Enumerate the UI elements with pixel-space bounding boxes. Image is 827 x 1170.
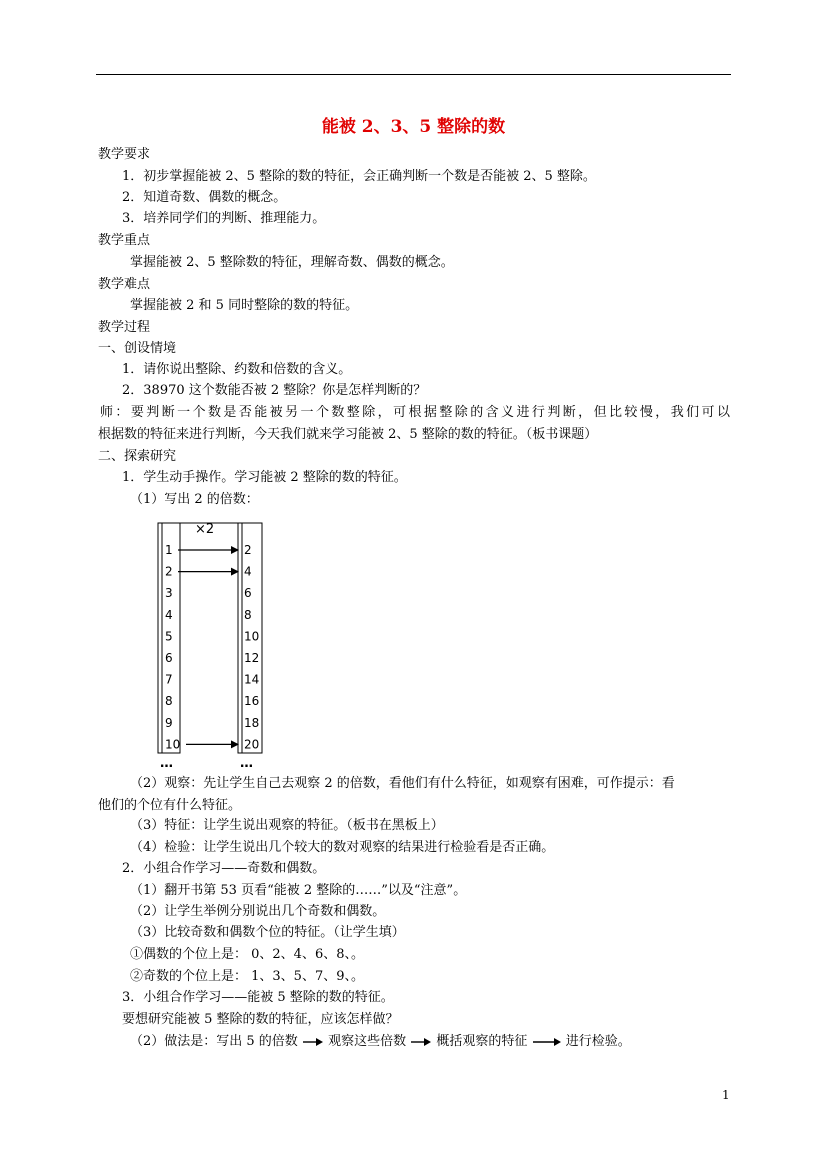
method-step-3: 进行检验。 bbox=[565, 1034, 631, 1049]
right-value: 20 bbox=[244, 737, 260, 752]
text-line: 1．初步掌握能被 2、5 整除的数的特征，会正确判断一个数是否能被 2、5 整除。 bbox=[122, 169, 596, 184]
arrow-icon bbox=[410, 1037, 432, 1047]
text-line: 1．请你说出整除、约数和倍数的含义。 bbox=[122, 362, 352, 377]
left-value: 4 bbox=[165, 607, 173, 622]
text-line: 2．38970 这个数能否被 2 整除？你是怎样判断的？ bbox=[122, 383, 427, 398]
text-line: 要想研究能被 5 整除的数的特征，应该怎样做？ bbox=[122, 1012, 399, 1027]
header-rule bbox=[96, 74, 731, 75]
text-line: 3．小组合作学习——能被 5 整除的数的特征。 bbox=[122, 990, 394, 1005]
right-value: 14 bbox=[244, 672, 260, 687]
right-value: 6 bbox=[244, 586, 252, 601]
left-value: 6 bbox=[165, 651, 173, 665]
right-value: 8 bbox=[244, 607, 252, 622]
text-line: （4）检验：让学生说出几个较大的数对观察的结果进行检验看是否正确。 bbox=[130, 840, 555, 855]
right-value: 18 bbox=[244, 715, 260, 730]
text-line: ②奇数的个位上是： 1、3、5、7、9、。 bbox=[130, 969, 364, 984]
arrow-icon bbox=[302, 1037, 324, 1047]
method-prefix: （2）做法是：写出 5 的倍数 bbox=[130, 1034, 298, 1049]
right-ellipsis: … bbox=[240, 756, 253, 771]
left-value: 2 bbox=[165, 564, 173, 579]
text-line: 2．知道奇数、偶数的概念。 bbox=[122, 190, 287, 205]
page-number: 1 bbox=[722, 1088, 730, 1102]
text-line: 教学过程 bbox=[98, 320, 151, 335]
left-value: 7 bbox=[165, 672, 173, 687]
text-line: 掌握能被 2 和 5 同时整除的数的特征。 bbox=[130, 298, 359, 313]
left-ellipsis: … bbox=[160, 756, 173, 771]
left-value: 8 bbox=[165, 694, 173, 709]
text-line: 2．小组合作学习——奇数和偶数。 bbox=[122, 861, 326, 876]
method-step-1: 观察这些倍数 bbox=[328, 1034, 407, 1049]
text-line: 他们的个位有什么特征。 bbox=[98, 798, 242, 813]
text-line: 教学重点 bbox=[98, 233, 151, 248]
text-line: 二、探索研究 bbox=[98, 449, 177, 464]
arrow-icon bbox=[532, 1037, 562, 1047]
text-line: （1）翻开书第 53 页看“能被 2 整除的……”以及“注意”。 bbox=[130, 883, 467, 898]
page-title: 能被 2、3、5 整除的数 bbox=[321, 117, 506, 137]
text-line: 师：要判断一个数是否能被另一个数整除，可根据整除的含义进行判断，但比较慢，我们可以 bbox=[100, 405, 730, 420]
text-line: 一、创设情境 bbox=[98, 341, 177, 356]
multiplier-label: ×2 bbox=[195, 522, 215, 537]
left-value: 5 bbox=[165, 629, 173, 644]
text-line: （2）让学生举例分别说出几个奇数和偶数。 bbox=[130, 904, 386, 919]
left-value: 1 bbox=[165, 543, 173, 557]
text-line: （3）特征：让学生说出观察的特征。（板书在黑板上） bbox=[130, 818, 444, 833]
right-value: 16 bbox=[244, 694, 260, 709]
multiples-of-2-diagram bbox=[140, 515, 280, 775]
method-line bbox=[130, 1033, 631, 1051]
left-value: 3 bbox=[165, 586, 173, 601]
text-line: 教学难点 bbox=[98, 277, 151, 292]
right-value: 2 bbox=[244, 543, 252, 557]
method-step-2: 概括观察的特征 bbox=[436, 1034, 528, 1049]
text-line: （3）比较奇数和偶数个位的特征。（让学生填） bbox=[130, 925, 405, 940]
right-value: 12 bbox=[244, 651, 260, 665]
text-line: 掌握能被 2、5 整除数的特征，理解奇数、偶数的概念。 bbox=[130, 255, 454, 270]
text-line: 教学要求 bbox=[98, 147, 151, 162]
left-value: 10 bbox=[165, 737, 181, 752]
text-line: （1）写出 2 的倍数： bbox=[130, 492, 259, 507]
left-value: 9 bbox=[165, 715, 173, 730]
text-line: （2）观察：先让学生自己去观察 2 的倍数，看他们有什么特征，如观察有困难，可作提示：看 bbox=[130, 776, 675, 791]
text-line: ①偶数的个位上是： 0、2、4、6、8、。 bbox=[130, 947, 364, 962]
right-value: 4 bbox=[244, 564, 252, 579]
text-line: 3．培养同学们的判断、推理能力。 bbox=[122, 211, 326, 226]
text-line: 1．学生动手操作。学习能被 2 整除的数的特征。 bbox=[122, 470, 407, 485]
right-value: 10 bbox=[244, 629, 260, 644]
text-line: 根据数的特征来进行判断，今天我们就来学习能被 2、5 整除的数的特征。（板书课题） bbox=[98, 427, 598, 442]
